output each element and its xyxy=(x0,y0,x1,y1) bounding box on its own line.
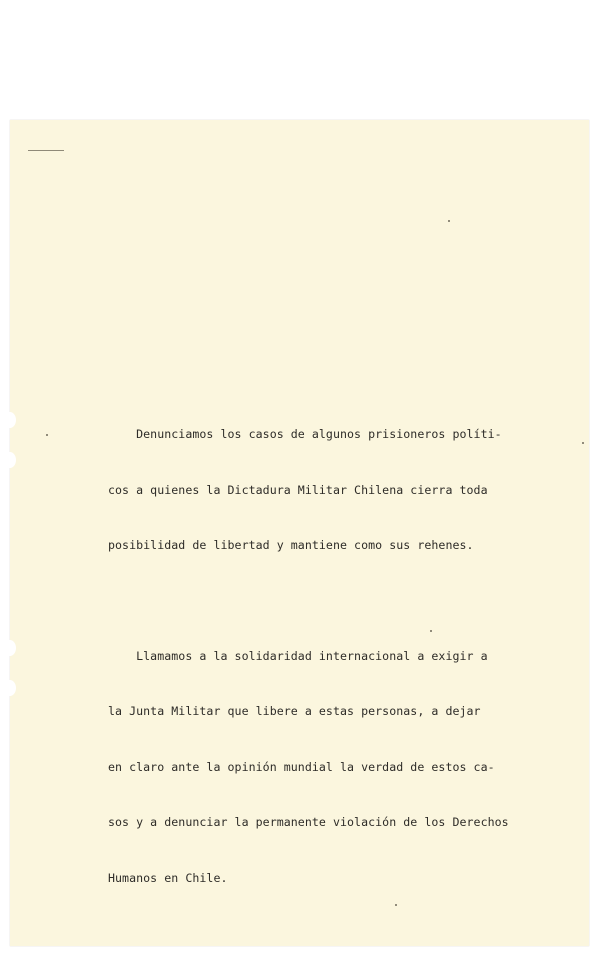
body-text xyxy=(108,388,548,924)
paragraph-denuncia xyxy=(108,388,548,592)
paper-speck xyxy=(448,220,450,222)
punch-hole xyxy=(4,452,16,468)
corner-mark xyxy=(28,150,64,151)
text-line: sos y a denunciar la permanente violación de los Derechos xyxy=(108,815,509,829)
text-line: posibilidad de libertad y mantiene como sus rehenes. xyxy=(108,538,474,552)
text-line: la Junta Militar que libere a estas personas, a dejar xyxy=(108,704,481,718)
document-page xyxy=(10,120,589,946)
punch-hole xyxy=(4,412,16,428)
text-line: en claro ante la opinión mundial la verdad de estos ca- xyxy=(108,759,495,774)
text-line: Humanos en Chile. xyxy=(108,870,228,885)
text-line: Denunciamos los casos de algunos prisioneros políti- xyxy=(108,427,502,441)
paper-speck xyxy=(582,442,584,444)
text-line: cos a quienes la Dictadura Militar Chilena cierra toda xyxy=(108,482,488,497)
paragraph-llamado xyxy=(108,610,548,925)
paper-speck xyxy=(46,434,48,436)
text-line: Llamamos a la solidaridad internacional a exigir a xyxy=(108,648,488,663)
punch-hole xyxy=(4,640,16,656)
punch-hole xyxy=(4,680,16,696)
